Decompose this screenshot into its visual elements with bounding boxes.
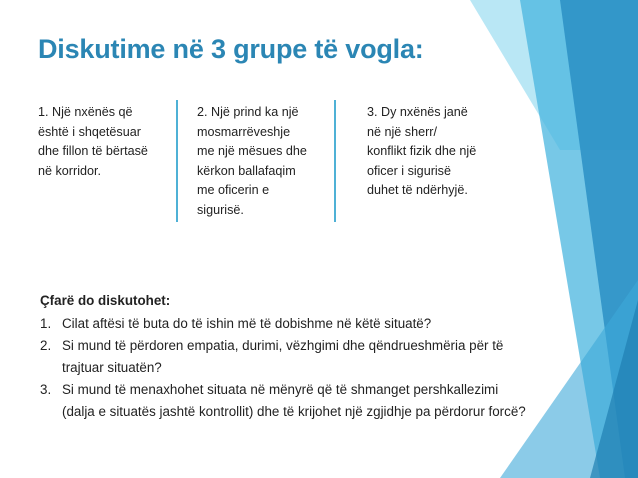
question-text: Cilat aftësi të buta do të ishin më të dobishme në këtë situatë? [62,316,432,331]
scenario-3-text: 3. Dy nxënës janë në një sherr/ konflikt fizik dhe një oficer i sigurisë duhet të ndërhyjë. [367,105,477,198]
slide-title: Diskutime në 3 grupe të vogla: [38,34,424,64]
question-item [40,379,530,423]
discussion-questions [40,290,530,423]
column-divider-1 [176,100,178,222]
question-text: Si mund të përdoren empatia, durimi, vëzhgimi dhe qëndrueshmëria për të trajtuar situatën? [62,338,504,375]
questions-list [40,313,530,423]
question-item [40,335,530,379]
question-number: 1. [40,316,52,331]
scenario-1-text: 1. Një nxënës që është i shqetësuar dhe fillon të bërtasë në korridor. [38,105,148,178]
column-divider-2 [334,100,336,222]
questions-heading: Çfarë do diskutohet: [40,293,171,308]
scenario-2-text: 2. Një prind ka një mosmarrëveshje me një mësues dhe kërkon ballafaqim me oficerin e sigurisë. [197,105,307,217]
question-item [40,313,530,335]
question-number: 3. [40,382,52,397]
question-text: Si mund të menaxhohet situata në mënyrë që të shmanget pershkallezimi (dalja e situatës jashtë kontrollit) dhe të krijohet një zgjidhje pa përdorur forcë? [62,382,526,419]
question-number: 2. [40,338,52,353]
